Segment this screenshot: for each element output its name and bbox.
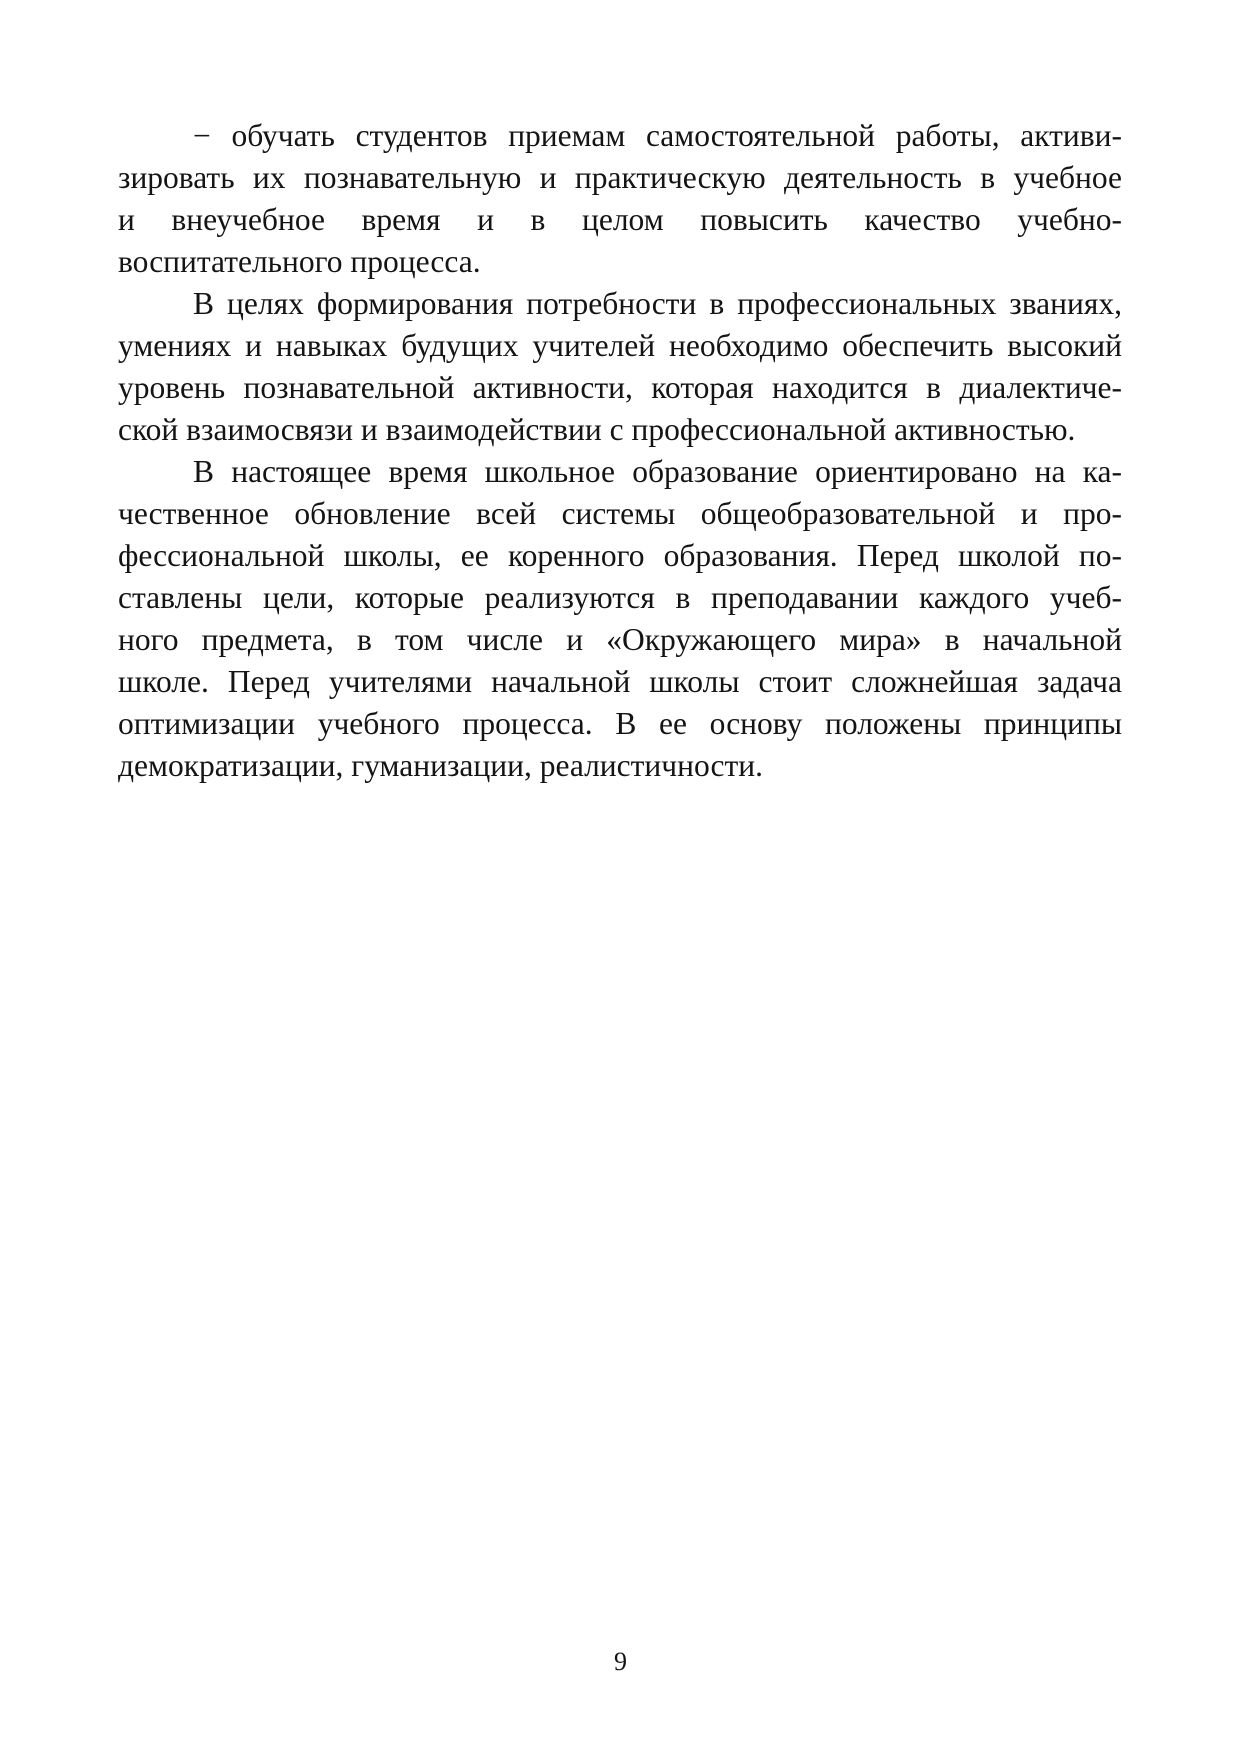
page-number: 9 <box>614 1647 627 1676</box>
paragraph-line: оптимизации учебного процесса. В ее основу положены принципы <box>118 706 1122 741</box>
paragraph-line: В настоящее время школьное образование ориентировано на ка- <box>193 454 1122 489</box>
paragraph-line: и внеучебное время и в целом повысить качество учебно- <box>118 202 1122 237</box>
paragraph-2 <box>118 283 1122 451</box>
paragraph-line: ного предмета, в том числе и «Окружающего мира» в начальной <box>118 622 1122 657</box>
paragraph-line: − обучать студентов приемам самостоятельной работы, активи- <box>193 118 1122 153</box>
body-text <box>118 115 1122 787</box>
paragraph-line: чественное обновление всей системы общеобразовательной и про- <box>118 496 1122 531</box>
paragraph-line: фессиональной школы, ее коренного образования. Перед школой по- <box>118 538 1122 573</box>
paragraph-line: ской взаимосвязи и взаимодействии с профессиональной активностью. <box>118 412 1076 447</box>
paragraph-line: В целях формирования потребности в профессиональных званиях, <box>193 286 1122 321</box>
paragraph-line: школе. Перед учителями начальной школы стоит сложнейшая задача <box>118 664 1122 699</box>
paragraph-line: воспитательного процесса. <box>118 244 481 279</box>
paragraph-line: умениях и навыках будущих учителей необходимо обеспечить высокий <box>118 328 1122 363</box>
paragraph-line: ставлены цели, которые реализуются в преподавании каждого учеб- <box>118 580 1122 615</box>
paragraph-3 <box>118 451 1122 787</box>
paragraph-1 <box>118 115 1122 283</box>
paragraph-line: демократизации, гуманизации, реалистичности. <box>118 748 763 783</box>
paragraph-line: уровень познавательной активности, которая находится в диалектиче- <box>118 370 1122 405</box>
paragraph-line: зировать их познавательную и практическую деятельность в учебное <box>118 160 1122 195</box>
